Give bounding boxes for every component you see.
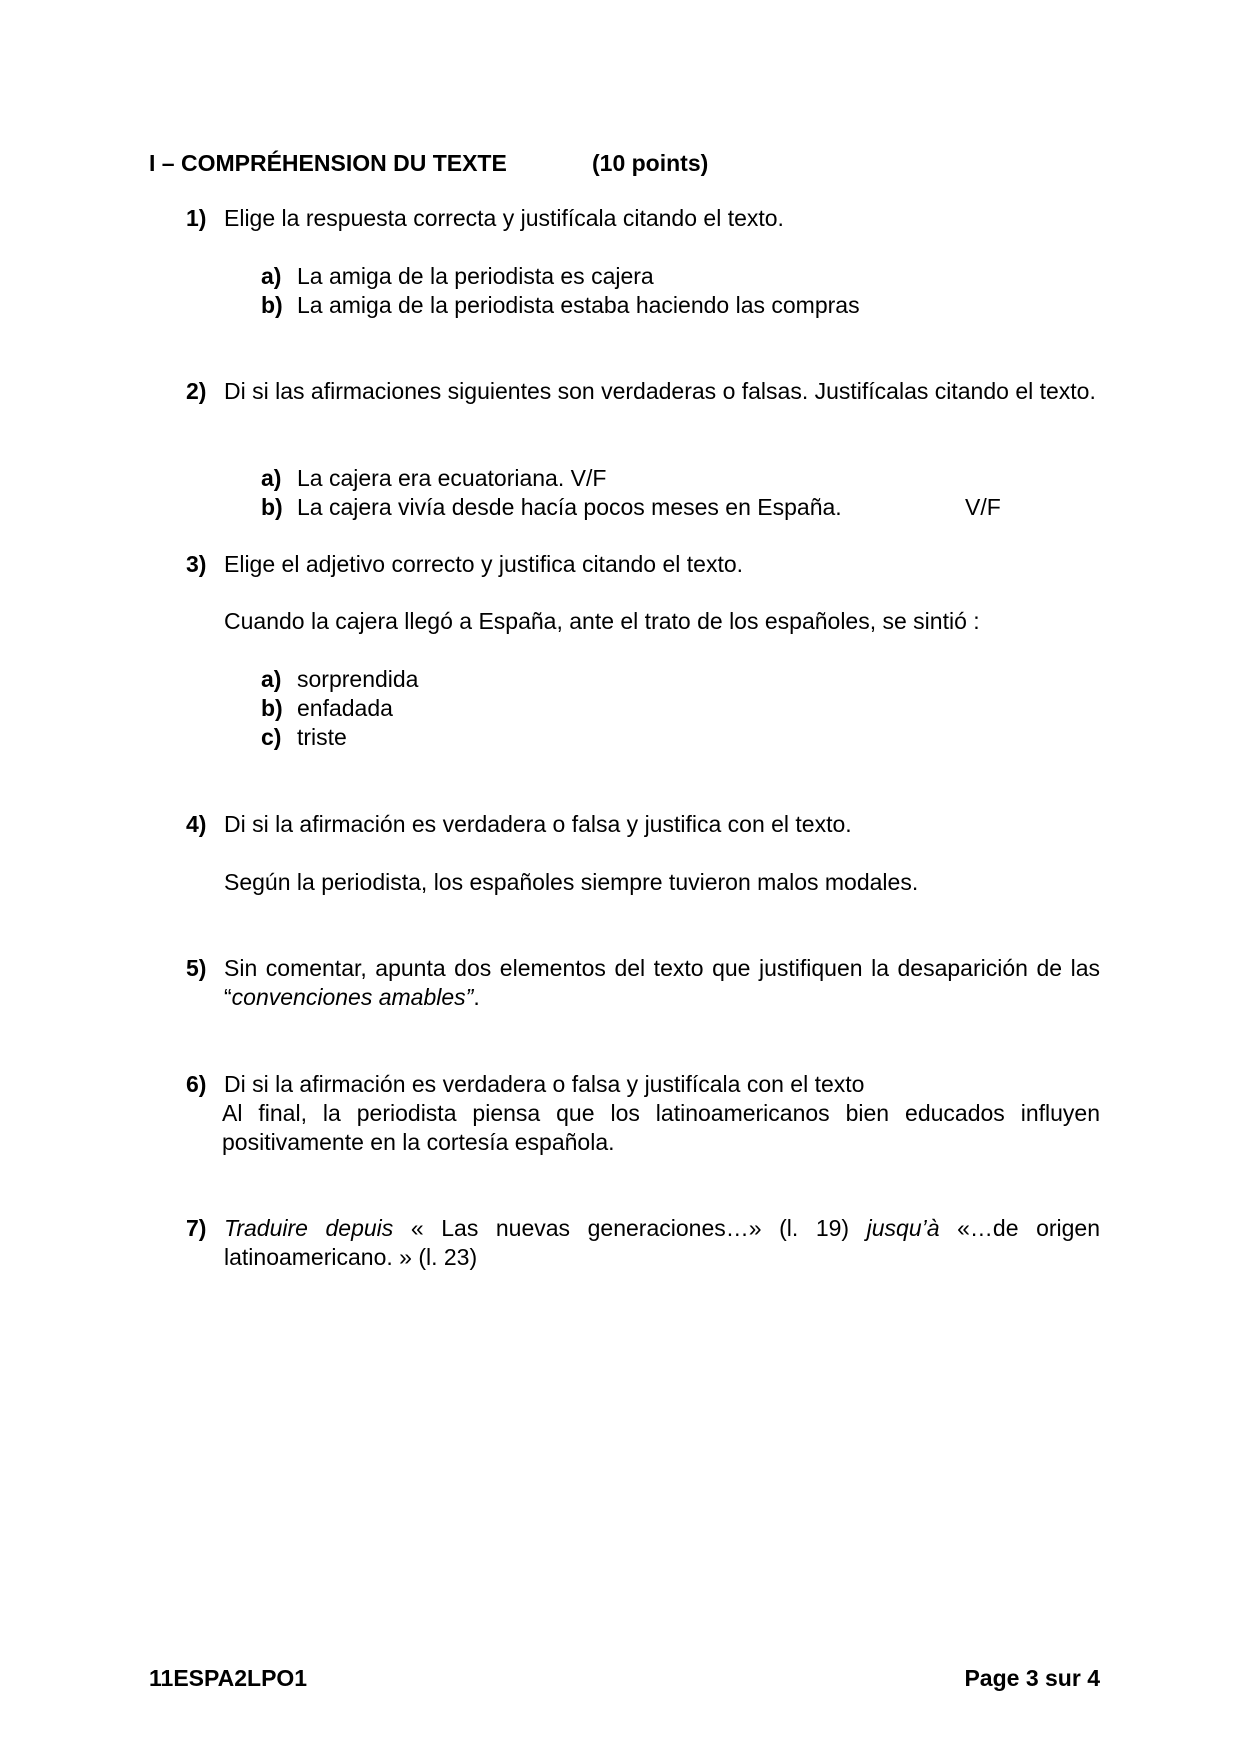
question-text	[224, 1214, 1100, 1272]
option-letter: a)	[261, 465, 282, 491]
question-text-part: « Las nuevas generaciones…» (l. 19)	[393, 1215, 867, 1241]
option-text: La amiga de la periodista es cajera	[297, 263, 654, 289]
question-number: 1)	[186, 205, 207, 231]
option-letter: a)	[261, 263, 282, 289]
option-text: enfadada	[297, 695, 393, 721]
question-text	[224, 954, 1100, 1012]
option-b	[261, 291, 860, 320]
question-text-part: .	[473, 984, 480, 1010]
option-letter: c)	[261, 724, 282, 750]
question-5	[186, 954, 1100, 1012]
option-text: La cajera era ecuatoriana. V/F	[297, 465, 607, 491]
question-7	[186, 1214, 1100, 1272]
question-text: Di si las afirmaciones siguientes son verdaderas o falsas. Justifícalas citando el texto.	[224, 378, 1096, 404]
question-text-part: Sin comentar, apunta dos elementos del texto que justifiquen la desaparición de las “	[224, 955, 1100, 1010]
option-text: La cajera vivía desde hacía pocos meses en España.	[297, 494, 842, 520]
question-6	[186, 1070, 1100, 1157]
question-number: 5)	[186, 955, 207, 981]
section-heading	[149, 149, 709, 178]
option-letter: b)	[261, 292, 283, 318]
option-a	[261, 665, 418, 694]
question-2	[186, 377, 1100, 406]
question-number: 7)	[186, 1215, 207, 1241]
question-3	[186, 550, 1100, 579]
option-b	[261, 493, 842, 522]
option-letter: b)	[261, 695, 283, 721]
section-title: I – COMPRÉHENSION DU TEXTE	[149, 150, 507, 176]
question-text: Elige la respuesta correcta y justifícala citando el texto.	[224, 205, 784, 231]
question-3-options	[261, 665, 418, 752]
question-text: Di si la afirmación es verdadera o falsa y justifica con el texto.	[224, 811, 852, 837]
instruction-italic: jusqu’à	[866, 1215, 940, 1241]
option-b	[261, 694, 418, 723]
option-letter: a)	[261, 666, 282, 692]
question-2-options	[261, 464, 842, 522]
question-4-statement: Según la periodista, los españoles siempre tuvieron malos modales.	[224, 869, 919, 895]
question-statement: Al final, la periodista piensa que los latinoamericanos bien educados influyen positivamente en la cortesía española.	[222, 1100, 1100, 1155]
question-number: 2)	[186, 378, 207, 404]
question-number: 6)	[186, 1071, 207, 1097]
question-text: Di si la afirmación es verdadera o falsa y justifícala con el texto	[224, 1071, 865, 1097]
option-text: triste	[297, 724, 347, 750]
quoted-phrase: convenciones amables”	[231, 984, 474, 1010]
page-number: Page 3 sur 4	[964, 1665, 1100, 1691]
option-c	[261, 723, 418, 752]
instruction-italic: Traduire depuis	[224, 1215, 394, 1241]
option-text: sorprendida	[297, 666, 419, 692]
question-1	[186, 204, 1100, 233]
option-a	[261, 262, 860, 291]
question-4	[186, 810, 1100, 839]
question-text-part: «…de origen latinoamericano. » (l. 23)	[224, 1215, 1101, 1270]
true-false-marker: V/F	[965, 494, 1001, 520]
exam-code: 11ESPA2LPO1	[149, 1665, 308, 1691]
option-letter: b)	[261, 494, 283, 520]
section-points: (10 points)	[592, 150, 709, 176]
question-text: Elige el adjetivo correcto y justifica citando el texto.	[224, 551, 744, 577]
question-1-options	[261, 262, 860, 320]
question-number: 4)	[186, 811, 207, 837]
option-text: La amiga de la periodista estaba haciendo las compras	[297, 292, 860, 318]
option-a	[261, 464, 842, 493]
question-3-context: Cuando la cajera llegó a España, ante el trato de los españoles, se sintió :	[224, 608, 980, 634]
question-number: 3)	[186, 551, 207, 577]
